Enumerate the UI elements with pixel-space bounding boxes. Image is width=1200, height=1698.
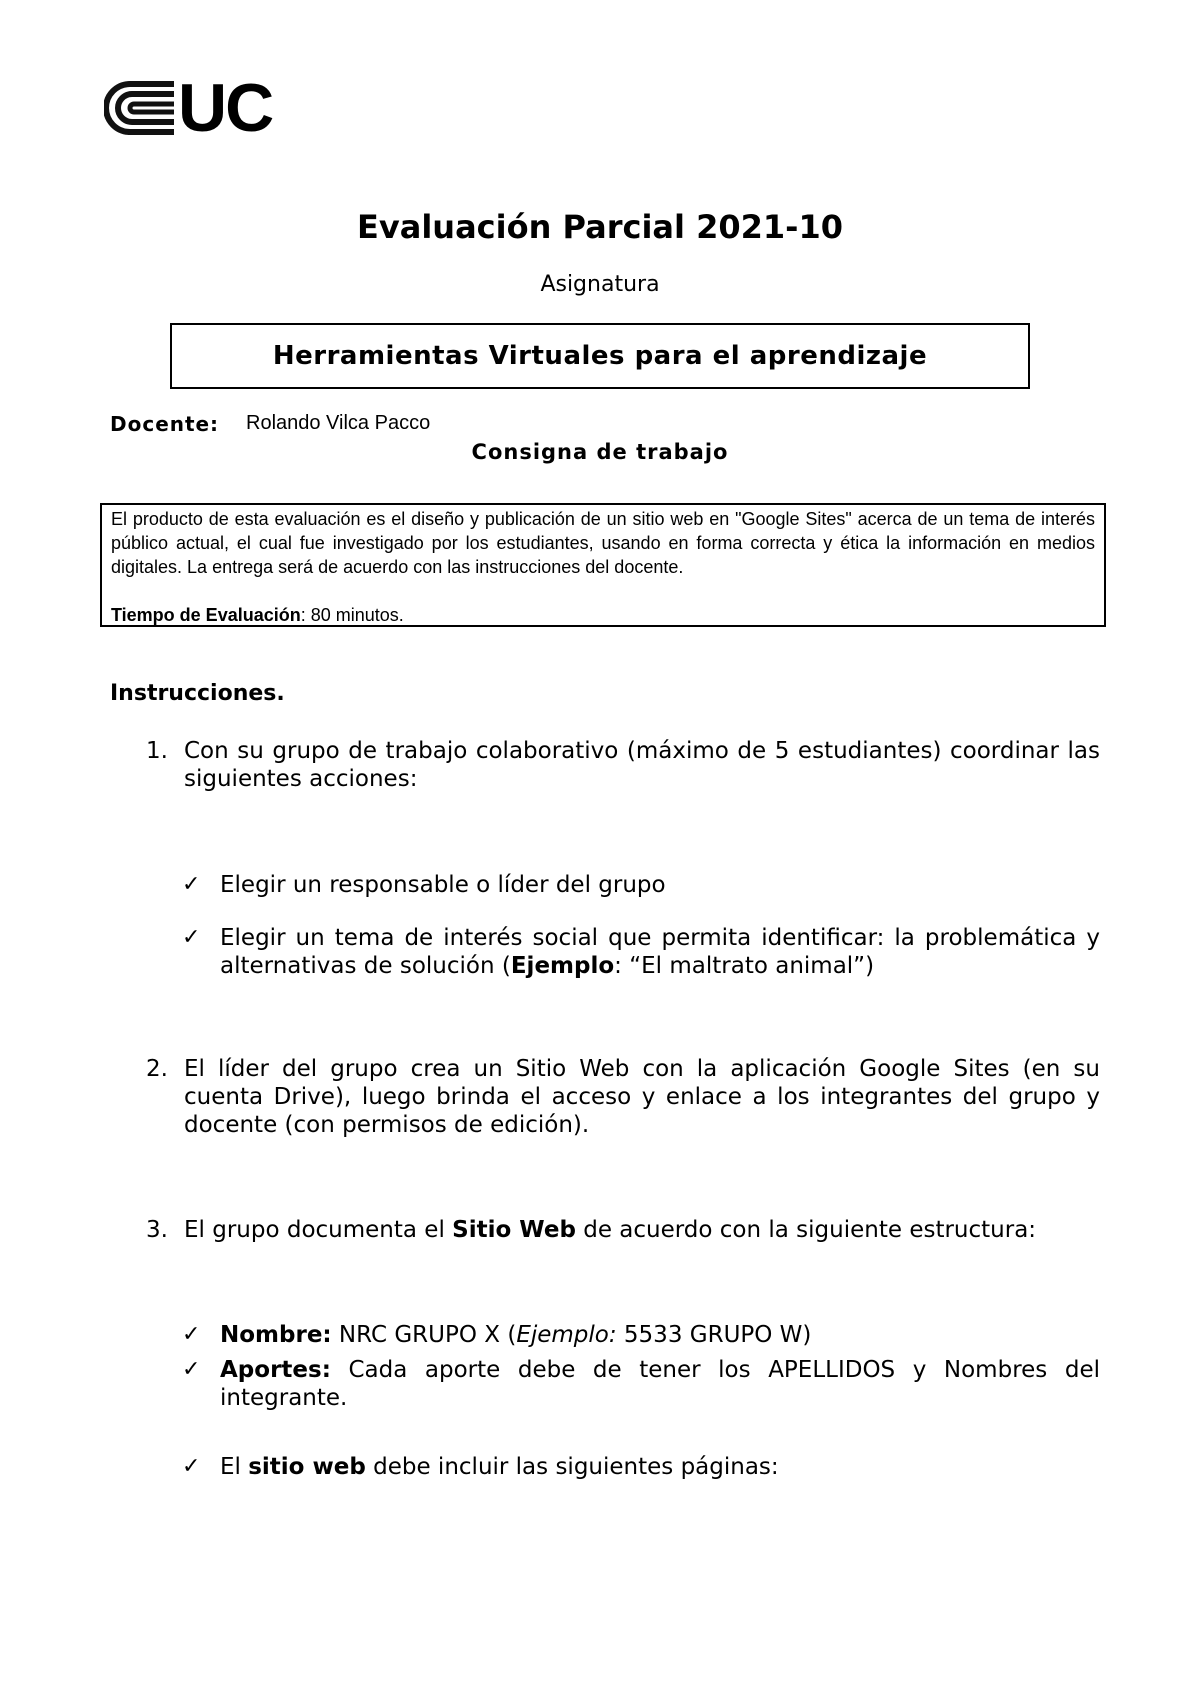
nombre-label: Nombre: [220, 1322, 332, 1348]
sitio-bold: sitio web [248, 1454, 366, 1480]
item-1-number: 1. [146, 738, 168, 764]
nombre-value: NRC GRUPO X ( [331, 1322, 517, 1348]
check-icon: ✓ [182, 1322, 201, 1347]
sitio-end: debe incluir las siguientes páginas: [365, 1454, 779, 1480]
item-3-end: de acuerdo con la siguiente estructura: [575, 1217, 1037, 1243]
item-1-sub-1: Elegir un responsable o líder del grupo [220, 872, 666, 898]
item-3-bold: Sitio Web [452, 1217, 576, 1243]
check-icon: ✓ [182, 925, 201, 950]
item-3-text [184, 1216, 1100, 1244]
task-description: El producto de esta evaluación es el diseño y publicación de un sitio web en "Google Sites" acerca de un tema de interés público actual, el cual fue investigado por los estudiantes, usando en forma correcta y ética la información en medios digitales. La entrega será de acuerdo con las instrucciones del docente. [111, 509, 1095, 577]
item-3-number: 3. [146, 1217, 168, 1243]
item-3-start: El grupo documenta el [184, 1217, 453, 1243]
teacher-row [110, 412, 430, 436]
instructions-title: Instrucciones. [110, 681, 285, 706]
nombre-example-value: 5533 GRUPO W) [616, 1322, 812, 1348]
sub-2-text: Elegir un tema de interés social que permita identificar: la problemática y alternativas de solución ( [220, 925, 1100, 979]
consigna-heading [0, 440, 1200, 464]
sub-2-end: : “El maltrato animal”) [614, 953, 875, 979]
check-icon: ✓ [182, 1454, 201, 1479]
nombre-example: Ejemplo: [516, 1322, 617, 1348]
item-2-text: El líder del grupo crea un Sitio Web con la aplicación Google Sites (en su cuenta Drive), luego brinda el acceso y enlace a los integrantes del grupo y docente (con permisos de edición). [184, 1056, 1100, 1138]
teacher-name: Rolando Vilca Pacco [246, 412, 431, 434]
item-1-text: Con su grupo de trabajo colaborativo (máximo de 5 estudiantes) coordinar las siguientes acciones: [184, 738, 1100, 792]
subject-name: Herramientas Virtuales para el aprendizaje [272, 341, 928, 371]
aportes-value: Cada aporte debe de tener los APELLIDOS y Nombres del integrante. [220, 1357, 1100, 1411]
sub-2-bold: Ejemplo [510, 953, 615, 979]
uc-logo [104, 70, 273, 146]
aportes-label: Aportes: [220, 1357, 331, 1383]
check-icon: ✓ [182, 1357, 201, 1382]
item-1-sub-2 [220, 924, 1100, 980]
evaluation-time [111, 603, 1095, 627]
time-label: Tiempo de Evaluación [111, 605, 301, 625]
subject-label: Asignatura [540, 272, 660, 297]
teacher-label: Docente [110, 412, 211, 436]
check-icon: ✓ [182, 872, 201, 897]
subject-box [170, 323, 1030, 389]
uc-logo-mark-icon [104, 80, 176, 136]
consigna-text: Consigna de trabajo [471, 440, 729, 464]
logo-text: UC [178, 70, 273, 146]
task-box [100, 503, 1106, 627]
aportes-line [220, 1356, 1100, 1412]
teacher-colon: : [210, 412, 218, 436]
item-2-number: 2. [146, 1056, 168, 1082]
nombre-line [220, 1321, 1100, 1349]
time-value: : 80 minutos. [300, 605, 404, 625]
sitio-start: El [220, 1454, 249, 1480]
page-title: Evaluación Parcial 2021-10 [357, 208, 843, 246]
sitio-line [220, 1453, 1100, 1481]
